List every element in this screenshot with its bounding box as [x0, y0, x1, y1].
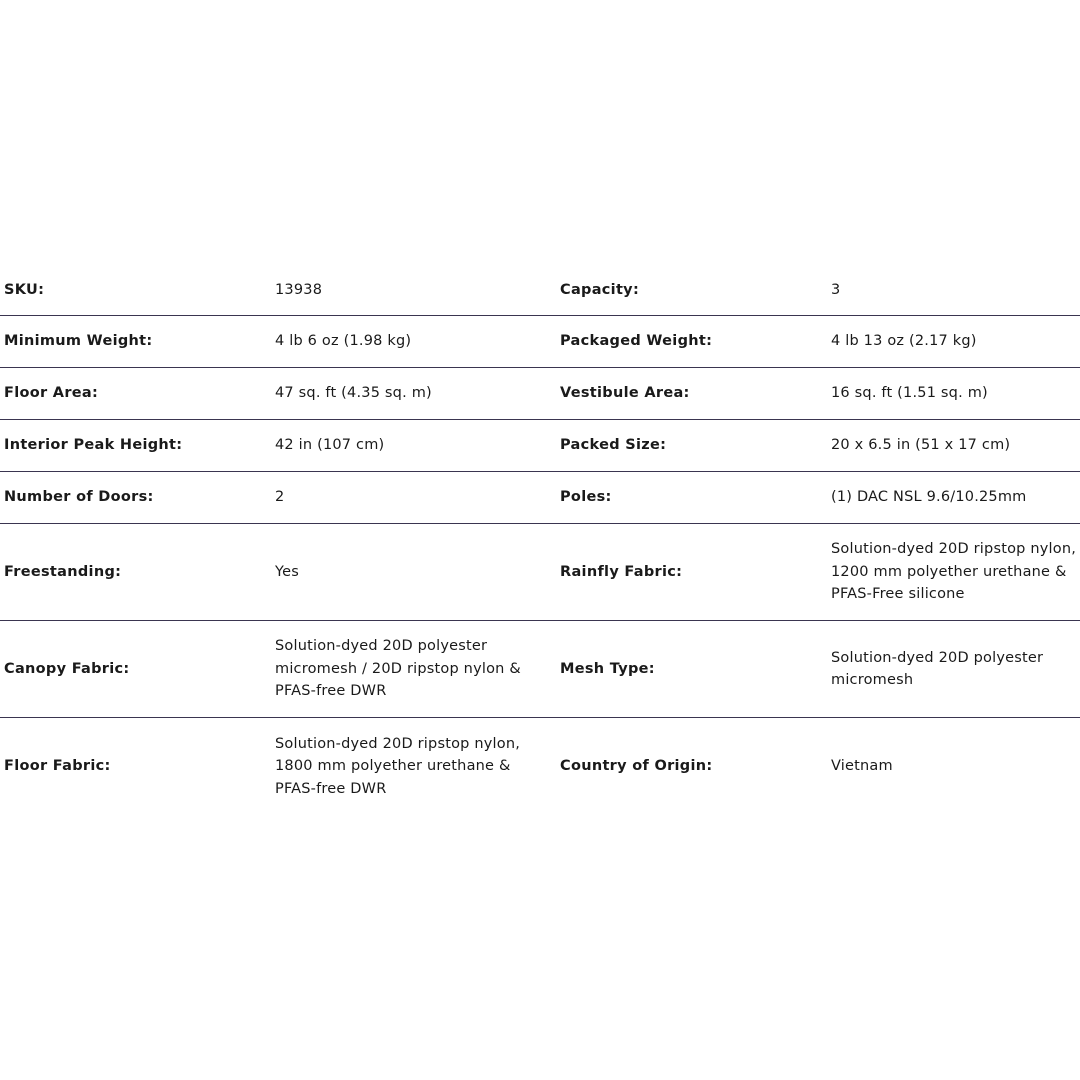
spec-row-height: [0, 420, 1080, 472]
spec-label: SKU:: [4, 281, 45, 298]
spec-row-rainfly: [0, 524, 1080, 621]
spec-label: Capacity:: [560, 281, 640, 298]
spec-table: [0, 265, 1080, 815]
spec-value: 4 lb 13 oz (2.17 kg): [831, 333, 977, 350]
spec-label: Floor Area:: [4, 385, 99, 402]
spec-row-weight: [0, 316, 1080, 368]
spec-label: Number of Doors:: [4, 489, 154, 506]
spec-value: 47 sq. ft (4.35 sq. m): [275, 385, 432, 402]
spec-label: Rainfly Fabric:: [560, 563, 683, 580]
spec-value: Solution-dyed 20D ripstop nylon, 1800 mm polyether urethane & PFAS-free DWR: [275, 735, 521, 797]
spec-value: Solution-dyed 20D polyester micromesh: [831, 649, 1044, 688]
spec-label: Floor Fabric:: [4, 758, 111, 775]
spec-value: 4 lb 6 oz (1.98 kg): [275, 333, 412, 350]
spec-value: 3: [831, 281, 841, 298]
spec-label: Packed Size:: [560, 437, 667, 454]
spec-value: 20 x 6.5 in (51 x 17 cm): [831, 437, 1011, 454]
spec-row-floor-fabric: [0, 718, 1080, 815]
spec-label: Canopy Fabric:: [4, 660, 130, 677]
spec-value: Vietnam: [831, 758, 893, 775]
spec-value: Yes: [275, 563, 300, 580]
spec-value: 13938: [275, 281, 323, 298]
spec-label: Freestanding:: [4, 563, 122, 580]
spec-row-sku: [0, 265, 1080, 316]
spec-row-canopy: [0, 621, 1080, 718]
spec-value: (1) DAC NSL 9.6/10.25mm: [831, 489, 1027, 506]
spec-value: Solution-dyed 20D ripstop nylon, 1200 mm polyether urethane & PFAS-Free silicone: [831, 541, 1077, 603]
spec-row-doors: [0, 472, 1080, 524]
spec-label: Poles:: [560, 489, 612, 506]
spec-value: 2: [275, 489, 285, 506]
spec-label: Mesh Type:: [560, 660, 655, 677]
spec-value: 16 sq. ft (1.51 sq. m): [831, 385, 988, 402]
spec-label: Minimum Weight:: [4, 333, 153, 350]
spec-row-area: [0, 368, 1080, 420]
spec-label: Country of Origin:: [560, 758, 713, 775]
spec-value: Solution-dyed 20D polyester micromesh / 20D ripstop nylon & PFAS-free DWR: [275, 638, 521, 700]
spec-label: Interior Peak Height:: [4, 437, 183, 454]
spec-label: Packaged Weight:: [560, 333, 713, 350]
spec-value: 42 in (107 cm): [275, 437, 385, 454]
spec-label: Vestibule Area:: [560, 385, 690, 402]
